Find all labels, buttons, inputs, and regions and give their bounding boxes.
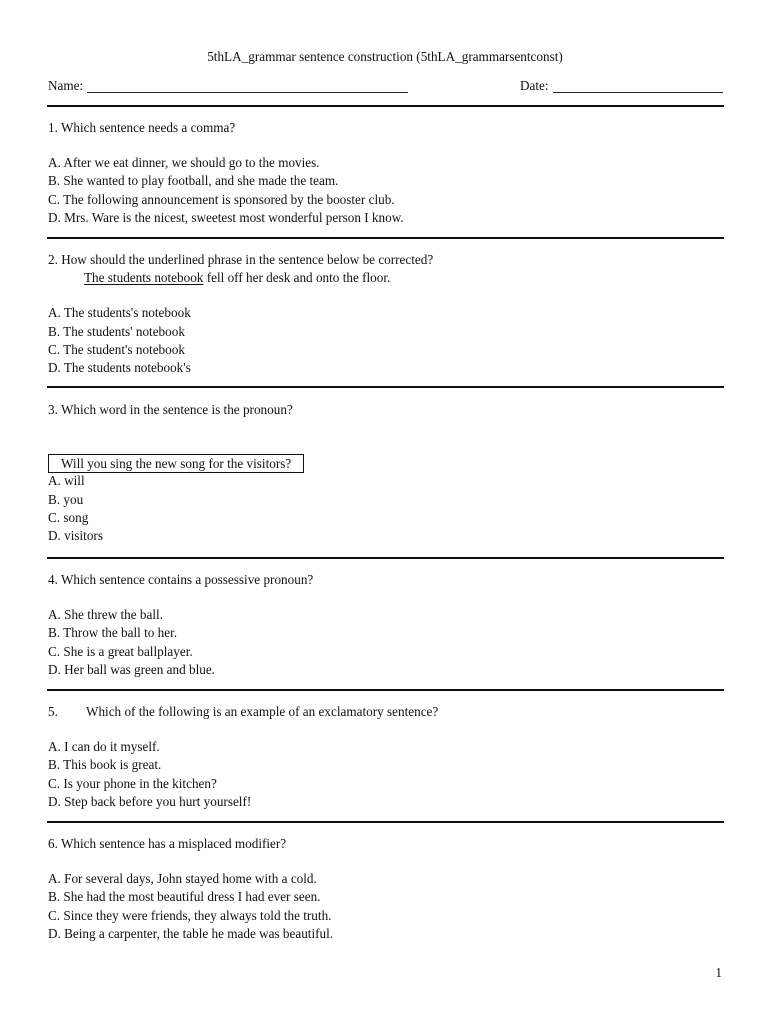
underlined-phrase: The students notebook	[84, 270, 204, 286]
date-blank-line	[553, 92, 723, 93]
answer-option: B. This book is great.	[48, 757, 162, 773]
question-1	[48, 119, 724, 227]
page-number: 1	[715, 965, 722, 980]
answer-option: D. visitors	[48, 527, 103, 543]
divider	[47, 821, 724, 823]
question-6	[48, 835, 724, 943]
name-blank-line	[87, 92, 408, 93]
answer-option: C. The following announcement is sponsored by the booster club.	[48, 191, 395, 207]
question-sentence	[48, 269, 724, 287]
question-prompt: 3. Which word in the sentence is the pronoun?	[48, 402, 293, 417]
answer-option: B. She had the most beautiful dress I had ever seen.	[48, 889, 321, 905]
answer-option: B. you	[48, 491, 84, 507]
answer-option: C. She is a great ballplayer.	[48, 643, 193, 659]
sentence-rest: fell off her desk and onto the floor.	[203, 270, 391, 286]
answer-option: C. Since they were friends, they always told the truth.	[48, 907, 332, 923]
question-3	[48, 401, 724, 545]
answer-option: C. Is your phone in the kitchen?	[48, 775, 217, 791]
answer-option: B. She wanted to play football, and she made the team.	[48, 173, 339, 189]
question-prompt	[48, 703, 724, 721]
question-prompt: 4. Which sentence contains a possessive pronoun?	[48, 572, 314, 587]
answer-option: C. song	[48, 509, 89, 525]
divider	[47, 689, 724, 691]
name-date-row	[48, 78, 723, 98]
answer-option: D. Step back before you hurt yourself!	[48, 793, 252, 809]
question-5	[48, 703, 724, 811]
question-text: Which of the following is an example of an exclamatory sentence?	[86, 704, 439, 719]
answer-option: A. For several days, John stayed home with a cold.	[48, 871, 317, 887]
answer-option: A. She threw the ball.	[48, 607, 163, 623]
answer-option: A. The students's notebook	[48, 305, 191, 321]
answer-option: A. I can do it myself.	[48, 739, 160, 755]
answer-option: A. After we eat dinner, we should go to the movies.	[48, 155, 320, 171]
page-title: 5thLA_grammar sentence construction (5thLA_grammarsentconst)	[207, 49, 563, 64]
question-prompt: 6. Which sentence has a misplaced modifier?	[48, 836, 287, 851]
question-prompt: 2. How should the underlined phrase in the sentence below be corrected?	[48, 252, 434, 267]
divider	[47, 557, 724, 559]
question-number: 5.	[48, 704, 58, 719]
divider	[47, 105, 724, 107]
question-2	[48, 251, 724, 377]
answer-option: D. The students notebook's	[48, 359, 191, 375]
answer-option: B. Throw the ball to her.	[48, 625, 178, 641]
answer-option: D. Mrs. Ware is the nicest, sweetest most wonderful person I know.	[48, 209, 404, 225]
answer-option: A. will	[48, 473, 85, 489]
divider	[47, 237, 724, 239]
answer-option: B. The students' notebook	[48, 323, 185, 339]
answer-option: D. Being a carpenter, the table he made was beautiful.	[48, 925, 334, 941]
question-prompt: 1. Which sentence needs a comma?	[48, 120, 236, 135]
question-4	[48, 571, 724, 679]
date-label: Date:	[520, 78, 549, 93]
answer-option: D. Her ball was green and blue.	[48, 661, 215, 677]
boxed-sentence: Will you sing the new song for the visitors?	[48, 454, 304, 473]
answer-option: C. The student's notebook	[48, 341, 185, 357]
divider	[47, 386, 724, 388]
name-label: Name:	[48, 78, 84, 93]
